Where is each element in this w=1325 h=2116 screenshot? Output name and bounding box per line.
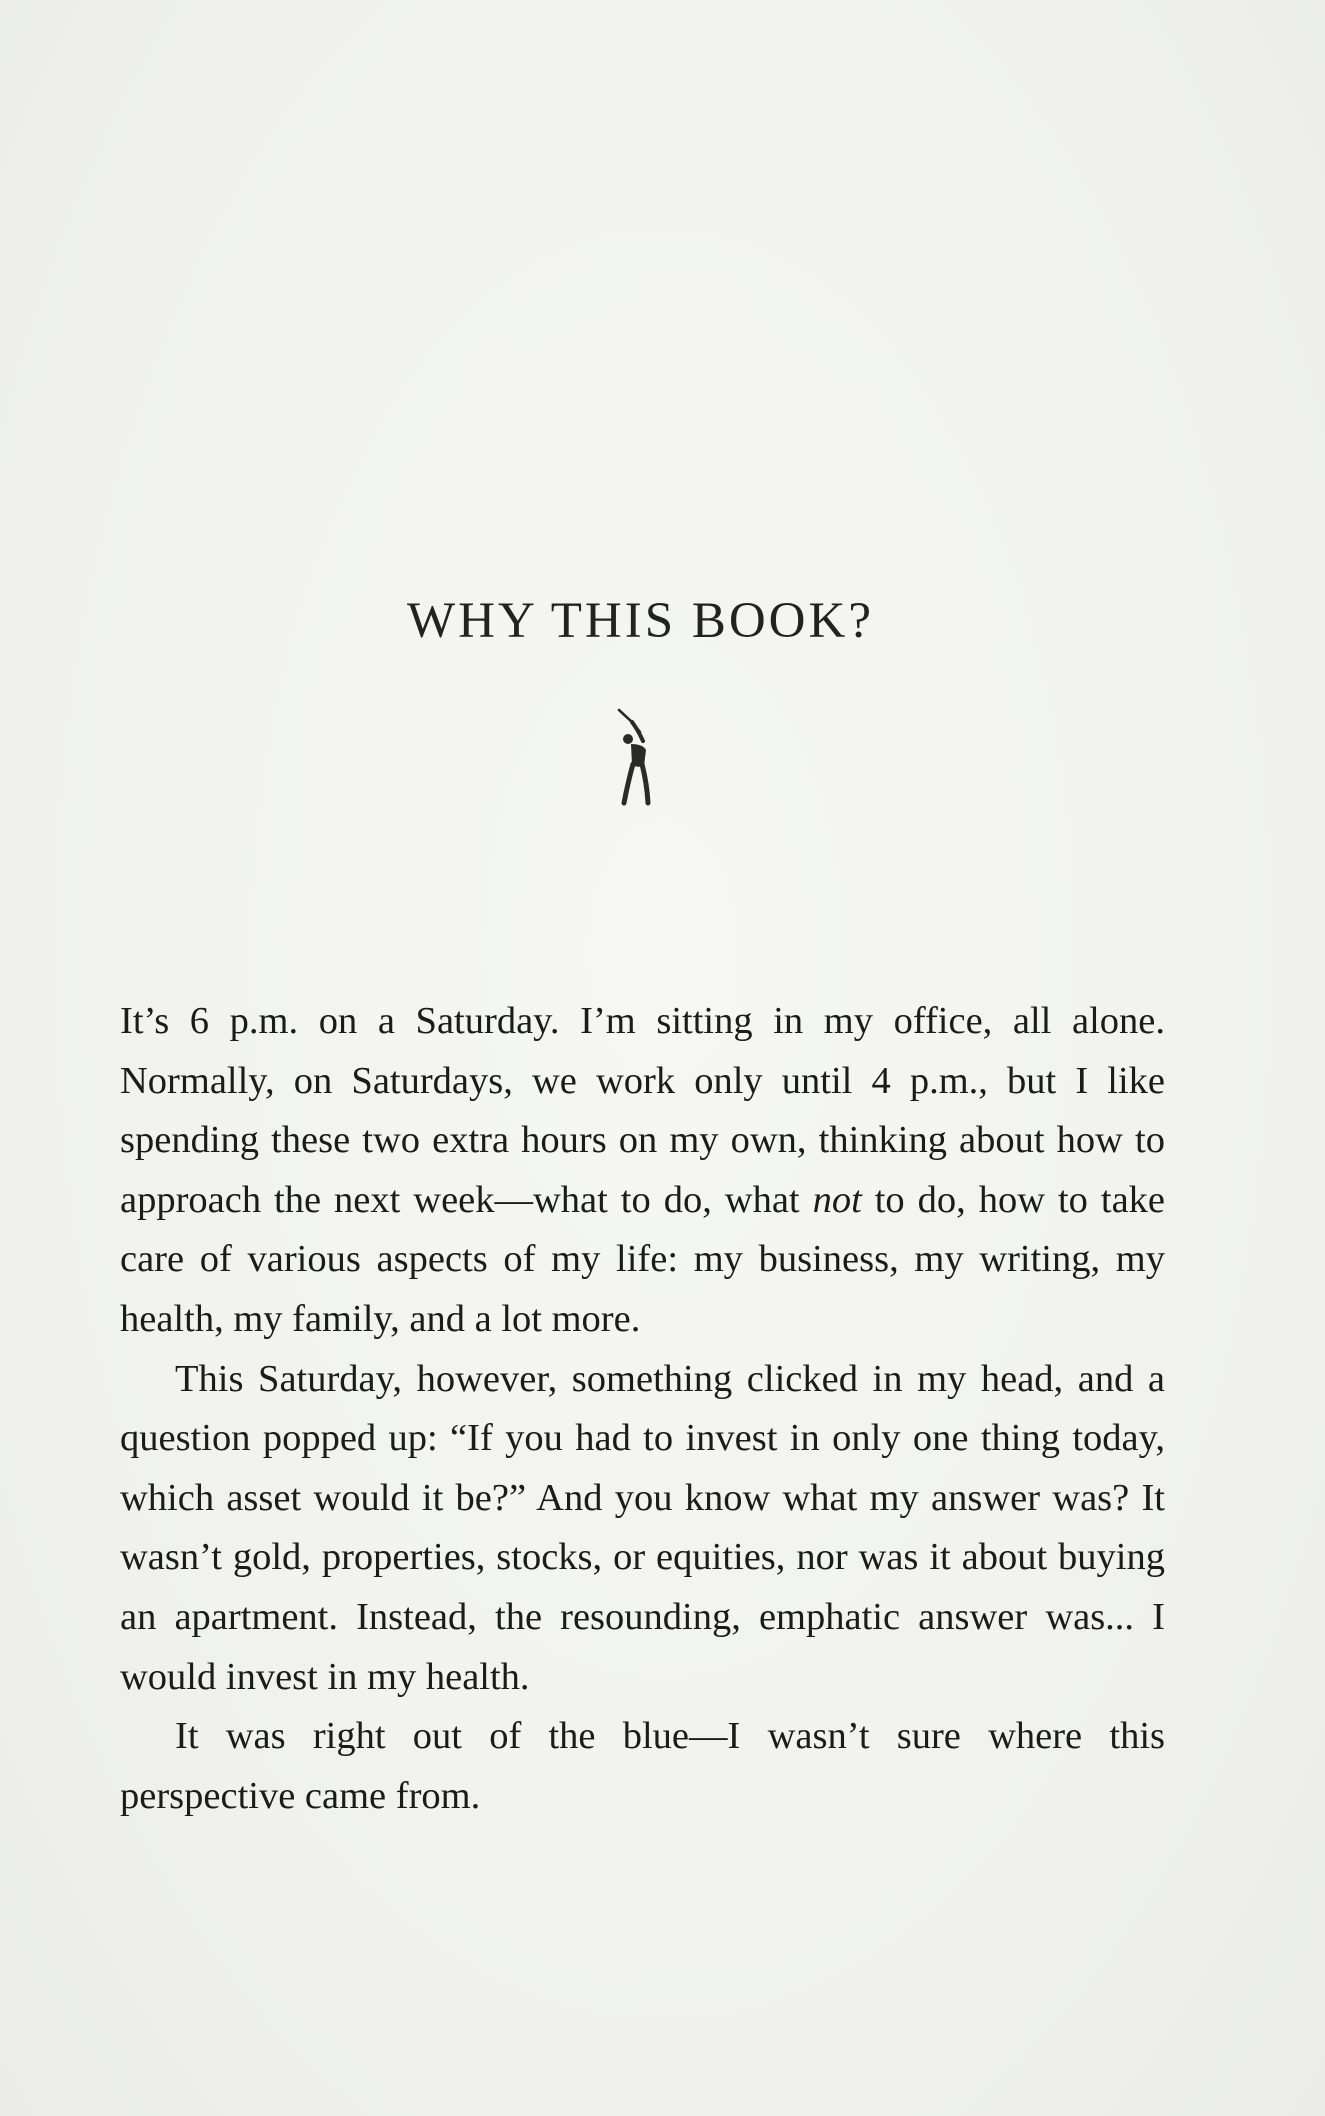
chapter-title: WHY THIS BOOK? <box>407 593 874 649</box>
paragraph-1 <box>120 992 1165 1350</box>
paragraph-2: This Saturday, however, something clicked in my head, and a question popped up: “If you had to invest in only one thing today, which asset would it be?” And you know what my answer was? It wasn’t gold, properties, stocks, or equities, nor was it about buying an apartment. Instead, the resounding, emphatic answer was... I would invest in my health. <box>120 1357 1165 1698</box>
paragraph-3: It was right out of the blue—I wasn’t sure where this perspective came from. <box>120 1715 1165 1817</box>
chapter-body <box>120 992 1165 1826</box>
paragraph-1-text-a: It’s 6 p.m. on a Saturday. I’m sitting in my office, all alone. Normally, on Saturdays, we work only until 4 p.m., but I like spending these two extra hours on my own, thinking about how to approach the next week—what to do, what <box>120 1000 1165 1221</box>
golfer-swing-icon <box>617 708 661 806</box>
paragraph-1-text-b: to do, how to take care of various aspects of my life: my business, my writing, my health, my family, and a lot more. <box>120 1178 1165 1340</box>
emphasis-not: not <box>812 1178 862 1221</box>
